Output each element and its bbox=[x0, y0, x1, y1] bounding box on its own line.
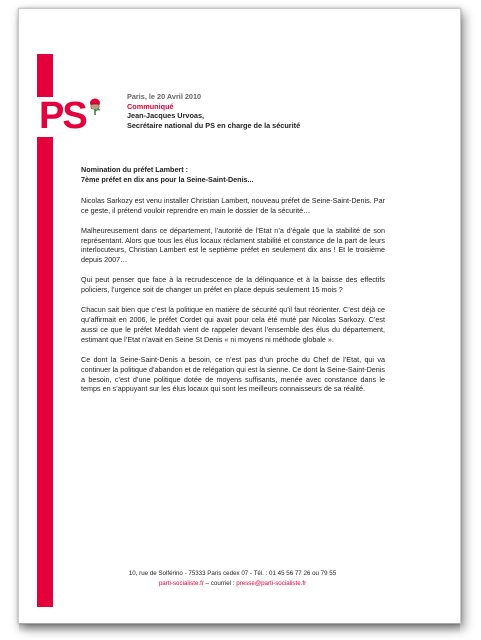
author-name: Jean-Jacques Urvoas, bbox=[127, 111, 205, 121]
ps-logo bbox=[39, 95, 93, 137]
red-side-bar-bottom bbox=[37, 137, 53, 607]
title-line-1: Nomination du préfet Lambert : bbox=[81, 165, 189, 174]
communique-header bbox=[127, 92, 427, 130]
communique-title bbox=[81, 165, 385, 185]
author-role: Secrétaire national du PS en charge de la sécurité bbox=[127, 120, 301, 130]
logo-text: PS bbox=[39, 95, 86, 137]
paragraph: Malheureusement dans ce département, l’autorité de l’Etat n’a d’égale que la stabilité de son représentant. Alors que tous les élus locaux réclament stabilité et constance de la part de leurs interlocuteurs, Christian Lambert est le septième préfet en seulement dix ans ! Et le troisième depuis 2007… bbox=[81, 225, 385, 265]
paragraph: Qui peut penser que face à la recrudescence de la délinquance et à la baisse des effectifs policiers, l’urgence soit de changer un préfet en place depuis seulement 15 mois ? bbox=[81, 275, 385, 295]
footer-address: 10, rue de Solférino - 75333 Paris cedex 07 - Tél. : 01 45 56 77 26 ou 79 55 bbox=[128, 570, 337, 577]
title-line-2: 7ème préfet en dix ans pour la Seine-Saint-Denis... bbox=[81, 174, 254, 184]
paragraph: Nicolas Sarkozy est venu installer Christian Lambert, nouveau préfet de Seine-Saint-Denis. Par ce geste, il prétend vouloir reprendre en main le dossier de la sécurité… bbox=[81, 195, 385, 215]
communique-body bbox=[81, 165, 385, 404]
place-date: Paris, le 20 Avril 2010 bbox=[127, 92, 202, 101]
footer-contact bbox=[80, 579, 385, 589]
paragraph: Chacun sait bien que c’est la politique en matière de sécurité qu’il faut réorienter. C’est déjà ce qu’affirmait en 2006, le préfet Cordet qui avait pour cela été muté par Nicolas Sarkozy. C’est aussi ce que le préfet Meddah vient de rappeler devant l’ensemble des élus du département, estimant que l’Etat n’avait en Seine St Denis « ni moyens ni méthode globale ». bbox=[81, 305, 385, 344]
website-link[interactable]: parti-socialiste.fr bbox=[158, 580, 204, 587]
paragraph: Ce dont la Seine-Saint-Denis a besoin, ce n’est pas d’un proche du Chef de l’Etat, qui va continuer la politique d’abandon et de relégation qui est la sienne. Ce dont la Seine-Saint-Denis a besoin, c’est d’une politique dotée de moyens suffisants, menée avec constance dans le temps en s’appuyant sur les élus locaux qui sont les meilleurs connaisseurs de sa réalité. bbox=[81, 354, 385, 394]
email-link[interactable]: presse@parti-socialiste.fr bbox=[236, 580, 307, 587]
fist-and-rose-icon bbox=[88, 98, 102, 121]
footer bbox=[80, 569, 385, 589]
red-side-bar-top bbox=[37, 54, 53, 97]
email-separator: – courriel : bbox=[205, 580, 235, 587]
communique-label: Communiqué bbox=[127, 101, 174, 111]
